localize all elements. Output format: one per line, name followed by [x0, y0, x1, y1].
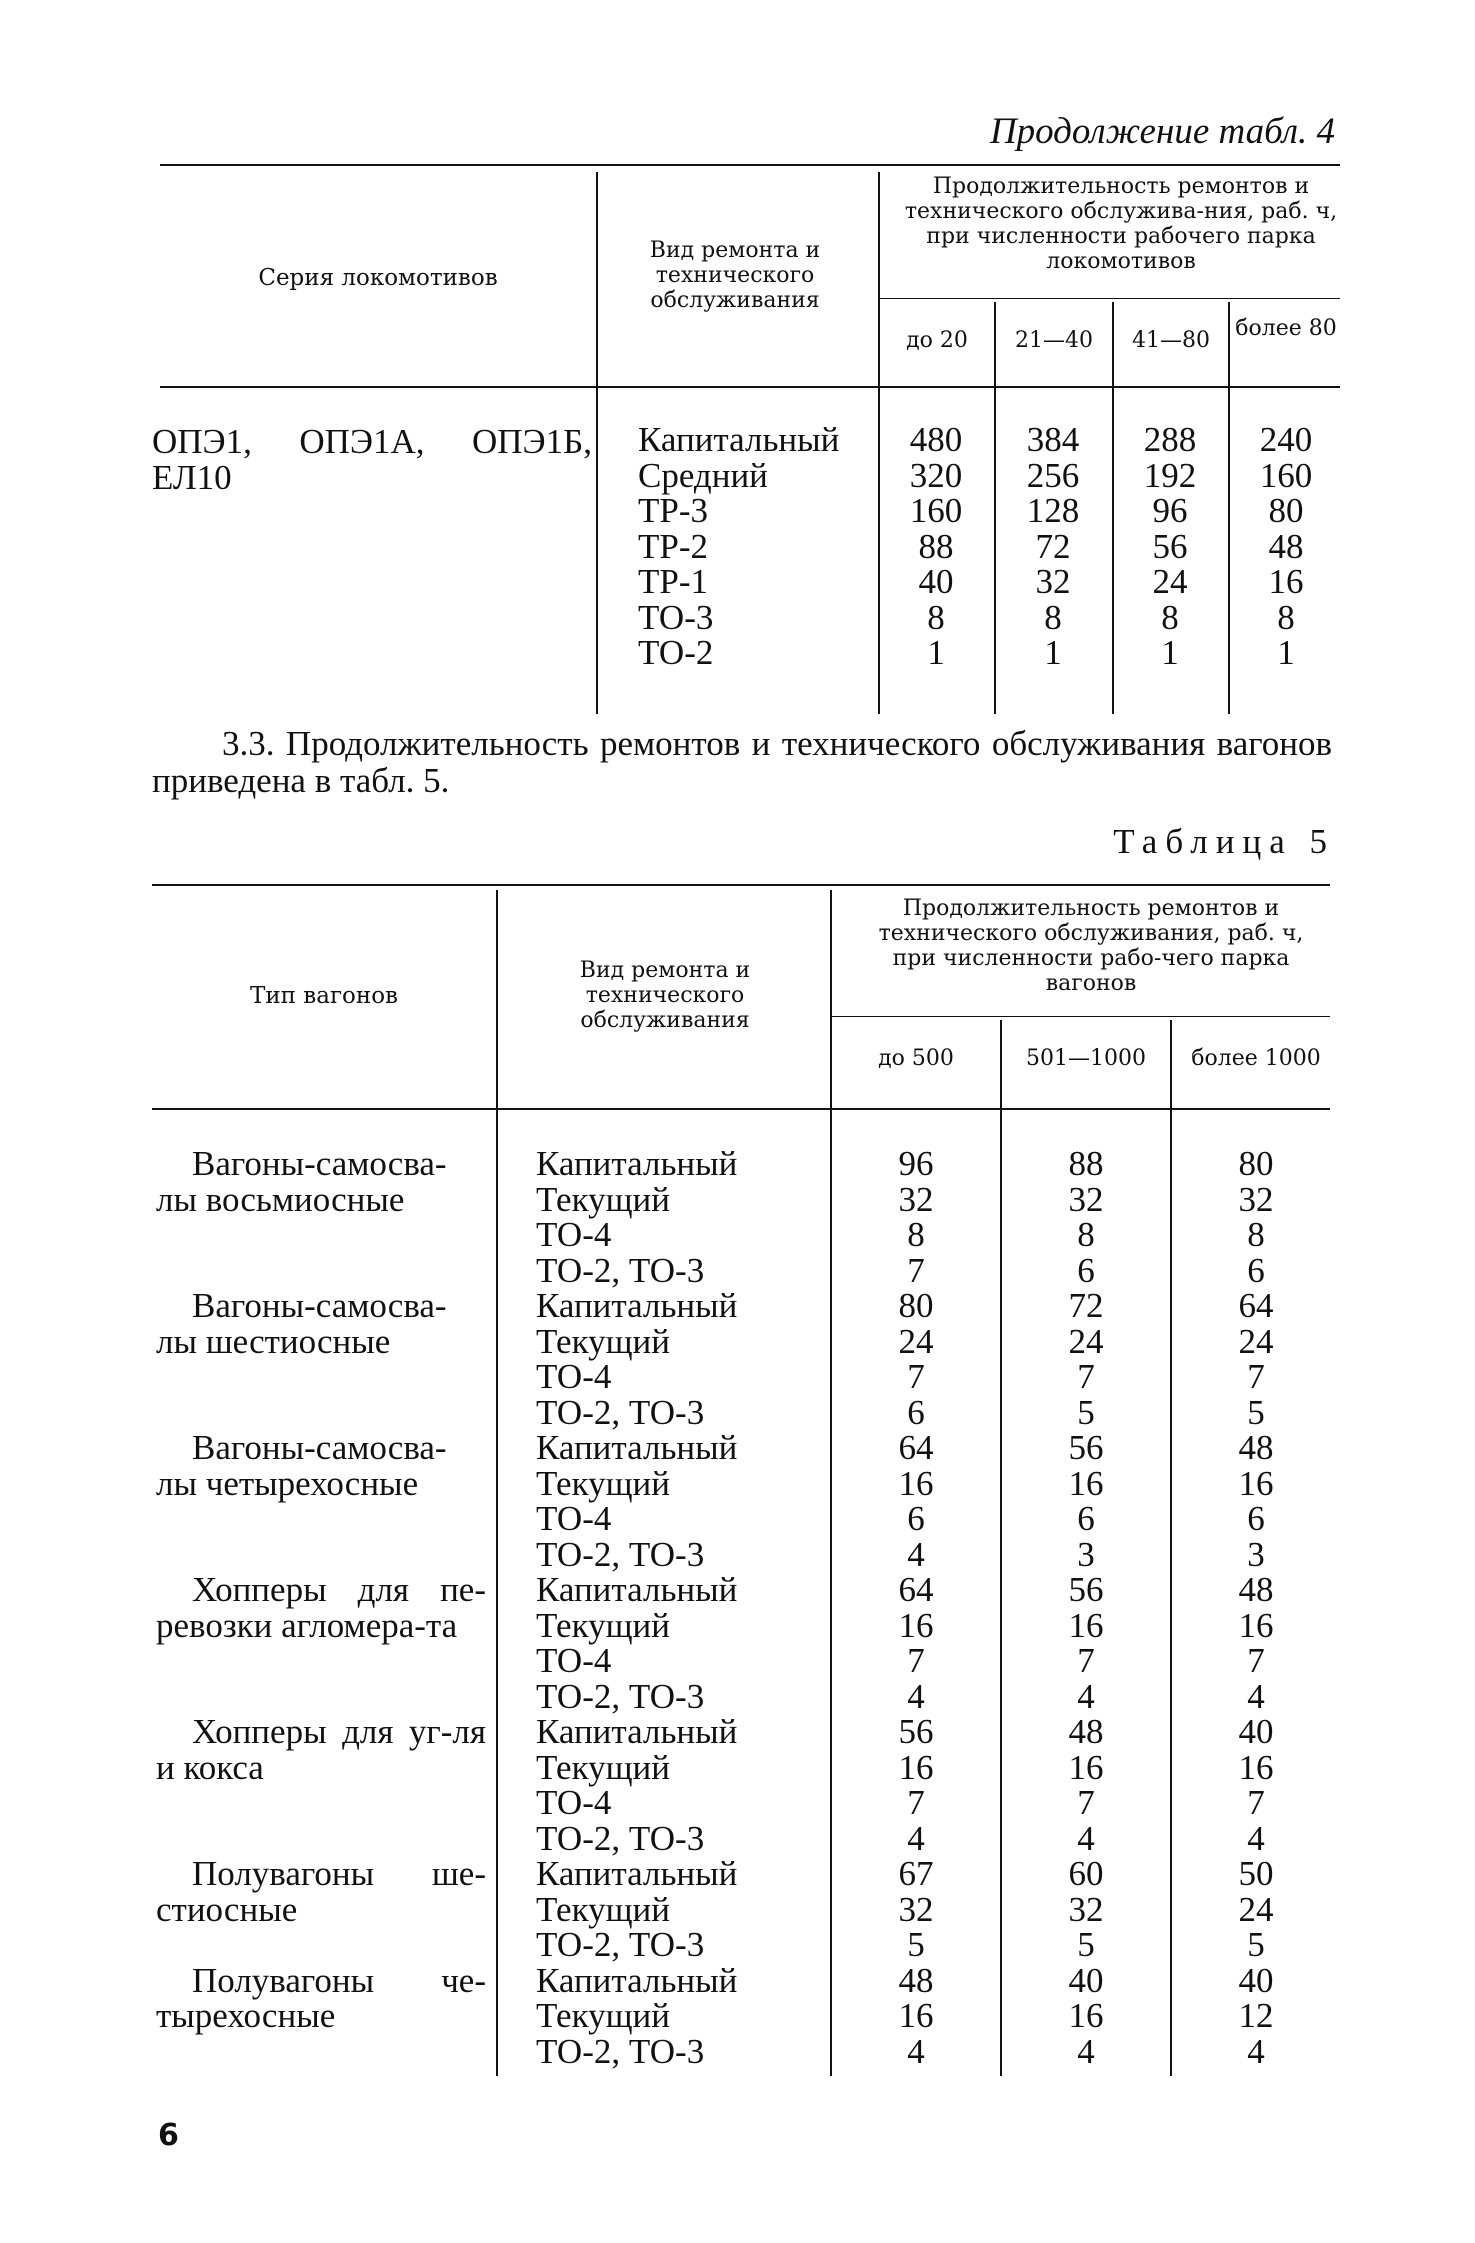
table4-cell: 256 — [1026, 455, 1080, 495]
table5-row-type: ТО-2, ТО-3 — [536, 1534, 705, 1574]
table4-cell: 16 — [1268, 562, 1304, 601]
table5-row-type: Текущий — [536, 1996, 671, 2035]
table5-cell: 16 — [1238, 1605, 1274, 1645]
table5-cell: 4 — [1247, 1676, 1265, 1716]
page-number: 6 — [158, 2118, 179, 2153]
table5-cell: 5 — [1247, 1392, 1265, 1432]
table5-row-type: ТО-4 — [536, 1215, 612, 1254]
table4-col-header: 41—80 — [1132, 328, 1210, 353]
table5-cell: 40 — [1068, 1960, 1104, 2000]
table5-cell: 96 — [898, 1144, 934, 1183]
table4-cell: 384 — [1026, 420, 1080, 459]
table5-row-type: Текущий — [536, 1605, 671, 1645]
table5-cell: 4 — [1247, 2031, 1265, 2071]
table5-cell: 88 — [1068, 1144, 1104, 1183]
table5-row-type: ТО-2, ТО-3 — [536, 1676, 705, 1716]
table5-cell: 3 — [1247, 1534, 1265, 1574]
table5-cell: 48 — [1238, 1570, 1274, 1609]
table4-series-name: ОПЭ1, ОПЭ1А, ОПЭ1Б, ЕЛ10 — [152, 422, 592, 497]
table5-row-type: Текущий — [536, 1321, 671, 1361]
table5-cell: 5 — [1247, 1925, 1265, 1964]
table5-row-type: Капитальный — [536, 1570, 738, 1609]
table5-wagon-type: Полувагоны ше-стиосные — [156, 1854, 486, 1929]
table5-cell: 16 — [898, 1996, 934, 2035]
table4-cell: 240 — [1259, 420, 1313, 459]
table5-cell: 7 — [1077, 1357, 1095, 1396]
table5-cell: 4 — [1077, 2031, 1095, 2071]
table5-col-header: 501—1000 — [1026, 1046, 1146, 1071]
table5-cell: 16 — [1068, 1463, 1104, 1503]
table5-cell: 24 — [898, 1321, 934, 1361]
table5-cell: 40 — [1238, 1960, 1274, 2000]
table4-cell: 32 — [1035, 562, 1071, 601]
table5-header-wagon-type: Тип вагонов — [250, 983, 398, 1009]
table5-row-type: ТО-4 — [536, 1357, 612, 1396]
table4-cell: 1 — [1161, 633, 1179, 672]
table5-row-type: ТО-4 — [536, 1499, 612, 1538]
table5-cell: 6 — [1247, 1499, 1265, 1538]
table5-cell: 7 — [907, 1357, 925, 1396]
table4-cell: 480 — [909, 420, 963, 459]
table5-wagon-type: Вагоны-самосва-лы четырехосные — [156, 1428, 447, 1503]
table4-cell: 8 — [1044, 597, 1062, 637]
table5-cell: 32 — [898, 1889, 934, 1929]
table5-cell: 7 — [907, 1641, 925, 1680]
table4-cell: 1 — [1044, 633, 1062, 672]
table5-wagon-type: Хопперы для пе-ревозки агломера-та — [156, 1570, 486, 1645]
table5-cell: 80 — [898, 1286, 934, 1325]
table5-cell: 16 — [1238, 1463, 1274, 1503]
table5-cell: 7 — [907, 1783, 925, 1822]
table4-cell: 80 — [1268, 491, 1304, 530]
table5-row-type: ТО-4 — [536, 1641, 612, 1680]
table5-cell: 48 — [898, 1960, 934, 2000]
table5-cell: 32 — [898, 1179, 934, 1219]
table4-row-type: ТР-3 — [638, 491, 708, 530]
table4-cell: 192 — [1143, 455, 1197, 495]
table5-cell: 7 — [1247, 1641, 1265, 1680]
table4-cell: 48 — [1268, 526, 1304, 566]
table5-cell: 4 — [907, 1676, 925, 1716]
table5-cell: 60 — [1068, 1854, 1104, 1893]
table5-row-type: Капитальный — [536, 1428, 738, 1467]
table4-header-series: Серия локомотивов — [258, 265, 498, 291]
table5-wagon-type: Полувагоны че-тырехосные — [156, 1960, 486, 2035]
table4-cell: 40 — [918, 562, 954, 601]
table5-cell: 6 — [1247, 1250, 1265, 1290]
table4-cell: 1 — [927, 633, 945, 672]
table4-cell: 288 — [1143, 420, 1197, 459]
table5-title: Таблица 5 — [1113, 822, 1335, 861]
table5-cell: 40 — [1238, 1712, 1274, 1751]
table5-cell: 50 — [1238, 1854, 1274, 1893]
table5-row-type: Капитальный — [536, 1712, 738, 1751]
table5-row-type: ТО-2, ТО-3 — [536, 1250, 705, 1290]
table5-cell: 56 — [1068, 1570, 1104, 1609]
table4-cell: 8 — [1277, 597, 1295, 637]
paragraph-text: 3.3. Продолжительность ремонтов и технического обслуживания вагонов приведена в табл. 5. — [152, 724, 1332, 800]
table4-cell: 8 — [1161, 597, 1179, 637]
table5-cell: 16 — [1068, 1996, 1104, 2035]
table5-cell: 5 — [1077, 1925, 1095, 1964]
paragraph-3-3 — [152, 725, 1332, 799]
table5-cell: 7 — [1247, 1783, 1265, 1822]
table5-cell: 7 — [1077, 1783, 1095, 1822]
table5-cell: 7 — [907, 1250, 925, 1290]
table5-header-repair-type: Вид ремонта и технического обслуживания — [579, 958, 751, 1033]
table5-cell: 12 — [1238, 1996, 1274, 2035]
table5-cell: 48 — [1238, 1428, 1274, 1467]
table5-wagon-type: Вагоны-самосва-лы восьмиосные — [156, 1144, 447, 1219]
table5-cell: 16 — [1068, 1605, 1104, 1645]
table4-row-type: ТР-2 — [638, 526, 708, 566]
table5-row-type: ТО-4 — [536, 1783, 612, 1822]
table5-cell: 5 — [907, 1925, 925, 1964]
table5-cell: 4 — [1077, 1818, 1095, 1858]
table4-cell: 88 — [918, 526, 954, 566]
continuation-title: Продолжение табл. 4 — [989, 111, 1335, 152]
table5-cell: 24 — [1068, 1321, 1104, 1361]
table5-cell: 4 — [907, 1818, 925, 1858]
table4-cell: 160 — [909, 491, 963, 530]
table5-col-header: более 1000 — [1191, 1046, 1321, 1071]
table5-cell: 80 — [1238, 1144, 1274, 1183]
table5-cell: 6 — [907, 1392, 925, 1432]
table5-cell: 8 — [1247, 1215, 1265, 1254]
table5-row-type: Капитальный — [536, 1854, 738, 1893]
table4-header-duration: Продолжительность ремонтов и технического обслужива-ния, раб. ч, при численности рабочего парка локомотивов — [904, 174, 1338, 274]
table4-row-type: Средний — [638, 455, 768, 495]
table5-row-type: Капитальный — [536, 1144, 738, 1183]
table4-col-header: 21—40 — [1015, 328, 1093, 353]
table5-cell: 4 — [907, 2031, 925, 2071]
table5-row-type: Капитальный — [536, 1960, 738, 2000]
table5-cell: 7 — [1077, 1641, 1095, 1680]
table5-cell: 16 — [898, 1463, 934, 1503]
table5-cell: 32 — [1238, 1179, 1274, 1219]
table5-row-type: ТО-2, ТО-3 — [536, 2031, 705, 2071]
table5-cell: 16 — [1238, 1747, 1274, 1787]
table4-header-repair-type: Вид ремонта и технического обслуживания — [649, 238, 821, 313]
table5-cell: 48 — [1068, 1712, 1104, 1751]
table5-cell: 4 — [907, 1534, 925, 1574]
table5-cell: 64 — [1238, 1286, 1274, 1325]
table5-cell: 64 — [898, 1570, 934, 1609]
table4-row-type: ТР-1 — [638, 562, 708, 601]
table5-row-type: Капитальный — [536, 1286, 738, 1325]
table5-cell: 3 — [1077, 1534, 1095, 1574]
table5-row-type: Текущий — [536, 1889, 671, 1929]
table4-row-type: ТО-2 — [638, 633, 714, 672]
table4-col-header: более 80 — [1235, 316, 1337, 341]
table5-cell: 32 — [1068, 1889, 1104, 1929]
table5-cell: 16 — [898, 1605, 934, 1645]
table5-cell: 24 — [1238, 1321, 1274, 1361]
table5-cell: 67 — [898, 1854, 934, 1893]
table4-row-type: Капитальный — [638, 420, 840, 459]
table4-cell: 320 — [909, 455, 963, 495]
table5-cell: 24 — [1238, 1889, 1274, 1929]
table5-cell: 4 — [1247, 1818, 1265, 1858]
table5-cell: 64 — [898, 1428, 934, 1467]
table5-cell: 32 — [1068, 1179, 1104, 1219]
table4-cell: 160 — [1259, 455, 1313, 495]
table5-col-header: до 500 — [878, 1046, 954, 1071]
table5-cell: 7 — [1247, 1357, 1265, 1396]
table5-row-type: ТО-2, ТО-3 — [536, 1818, 705, 1858]
table4-cell: 72 — [1035, 526, 1071, 566]
table5-row-type: ТО-2, ТО-3 — [536, 1925, 705, 1964]
table4-cell: 8 — [927, 597, 945, 637]
table5-cell: 5 — [1077, 1392, 1095, 1432]
table5-row-type: ТО-2, ТО-3 — [536, 1392, 705, 1432]
table5-cell: 56 — [1068, 1428, 1104, 1467]
table4-cell: 96 — [1152, 491, 1188, 530]
table5-cell: 16 — [1068, 1747, 1104, 1787]
table5-cell: 4 — [1077, 1676, 1095, 1716]
table5-wagon-type: Вагоны-самосва-лы шестиосные — [156, 1286, 447, 1361]
table4-col-header: до 20 — [906, 328, 968, 353]
table5-cell: 6 — [1077, 1499, 1095, 1538]
table5-cell: 6 — [1077, 1250, 1095, 1290]
table5-row-type: Текущий — [536, 1463, 671, 1503]
table4-cell: 56 — [1152, 526, 1188, 566]
table5-header-duration: Продолжительность ремонтов и технического обслуживания, раб. ч, при численности рабо-чего парка вагонов — [878, 896, 1304, 996]
table5-cell: 16 — [898, 1747, 934, 1787]
table5-cell: 72 — [1068, 1286, 1104, 1325]
table5-cell: 56 — [898, 1712, 934, 1751]
table5-cell: 8 — [907, 1215, 925, 1254]
table5-cell: 8 — [1077, 1215, 1095, 1254]
table4-cell: 24 — [1152, 562, 1188, 601]
table4-cell: 1 — [1277, 633, 1295, 672]
table5-cell: 6 — [907, 1499, 925, 1538]
table4-cell: 128 — [1026, 491, 1080, 530]
table5-row-type: Текущий — [536, 1179, 671, 1219]
table5-wagon-type: Хопперы для уг-ля и кокса — [156, 1712, 486, 1787]
table5-row-type: Текущий — [536, 1747, 671, 1787]
table4-row-type: ТО-3 — [638, 597, 714, 637]
